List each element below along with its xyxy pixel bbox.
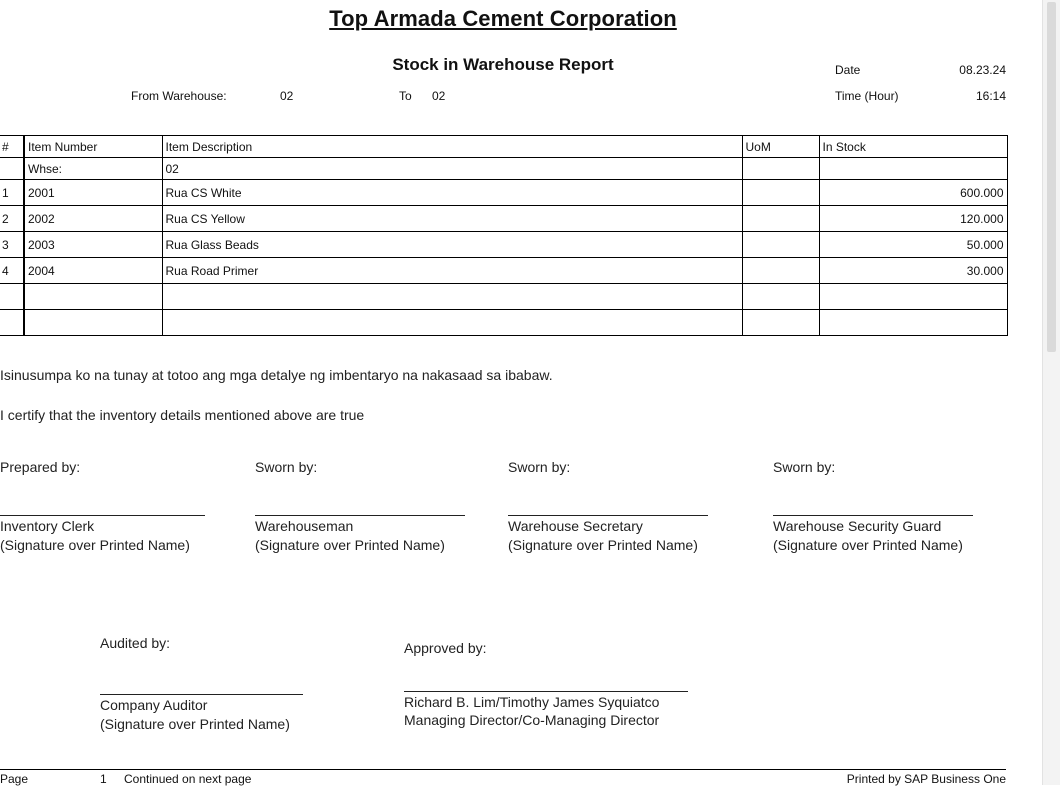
signature-note: (Signature over Printed Name) <box>100 716 290 732</box>
from-warehouse-label: From Warehouse: <box>131 89 227 103</box>
whse-value: 02 <box>162 158 742 180</box>
signature-line <box>100 694 303 695</box>
date-label: Date <box>835 63 861 77</box>
uom-cell <box>742 258 819 284</box>
vertical-scrollbar[interactable] <box>1042 0 1060 785</box>
empty-row <box>0 310 1007 336</box>
time-label: Time (Hour) <box>835 89 899 103</box>
in-stock-cell: 120.000 <box>819 206 1007 232</box>
row-num: 3 <box>0 232 24 258</box>
signature-line <box>773 515 973 516</box>
item-number-cell: 2001 <box>24 180 162 206</box>
date-value: 08.23.24 <box>959 63 1006 77</box>
approver-titles: Managing Director/Co-Managing Director <box>404 712 660 728</box>
to-label: To <box>399 89 412 103</box>
company-name: Top Armada Cement Corporation <box>329 6 677 31</box>
signer-role: Warehouse Security Guard <box>773 518 942 534</box>
table-row <box>0 232 1007 258</box>
from-warehouse-value: 02 <box>280 89 294 103</box>
footer-divider <box>0 769 1006 770</box>
report-title: Stock in Warehouse Report <box>392 55 614 74</box>
signature-line <box>255 515 465 516</box>
sworn-by-heading: Sworn by: <box>255 459 318 475</box>
signature-note: (Signature over Printed Name) <box>255 537 445 553</box>
warehouse-row <box>0 158 1007 180</box>
in-stock-cell: 600.000 <box>819 180 1007 206</box>
continued-note: Continued on next page <box>124 772 252 786</box>
header-item-number: Item Number <box>24 136 162 158</box>
auditor-role: Company Auditor <box>100 697 208 713</box>
item-description-cell: Rua Road Primer <box>162 258 742 284</box>
prepared-by-heading: Prepared by: <box>0 459 81 475</box>
signer-role: Warehouseman <box>255 518 354 534</box>
table-header-row <box>0 136 1007 158</box>
table-row <box>0 258 1007 284</box>
time-value: 16:14 <box>975 89 1006 103</box>
item-number-cell: 2003 <box>24 232 162 258</box>
item-description-cell: Rua CS Yellow <box>162 206 742 232</box>
table-row <box>0 180 1007 206</box>
signature-line <box>508 515 708 516</box>
item-description-cell: Rua CS White <box>162 180 742 206</box>
row-num: 4 <box>0 258 24 284</box>
signature-line <box>404 691 688 692</box>
scrollbar-thumb[interactable] <box>1047 2 1056 352</box>
page-label: Page <box>0 772 29 786</box>
header-item-description: Item Description <box>162 136 742 158</box>
header-in-stock: In Stock <box>819 136 1007 158</box>
printed-by: Printed by SAP Business One <box>846 772 1006 786</box>
signature-line <box>0 515 205 516</box>
empty-row <box>0 284 1007 310</box>
signature-note: (Signature over Printed Name) <box>508 537 698 553</box>
item-number-cell: 2004 <box>24 258 162 284</box>
row-num: 2 <box>0 206 24 232</box>
signature-note: (Signature over Printed Name) <box>773 537 963 553</box>
sworn-by-heading: Sworn by: <box>508 459 571 475</box>
item-description-cell: Rua Glass Beads <box>162 232 742 258</box>
oath-statement-filipino: Isinusumpa ko na tunay at totoo ang mga detalye ng imbentaryo na nakasaad sa ibabaw. <box>0 367 553 383</box>
stock-table <box>0 135 1008 336</box>
uom-cell <box>742 206 819 232</box>
sworn-by-heading: Sworn by: <box>773 459 836 475</box>
certification-statement: I certify that the inventory details mentioned above are true <box>0 407 365 423</box>
signer-role: Inventory Clerk <box>0 518 95 534</box>
to-warehouse-value: 02 <box>432 89 446 103</box>
whse-label: Whse: <box>24 158 162 180</box>
audited-by-heading: Audited by: <box>100 635 171 651</box>
row-num: 1 <box>0 180 24 206</box>
signer-role: Warehouse Secretary <box>508 518 643 534</box>
approver-names: Richard B. Lim/Timothy James Syquiatco <box>404 694 660 710</box>
in-stock-cell: 30.000 <box>819 258 1007 284</box>
header-uom: UoM <box>742 136 819 158</box>
header-num: # <box>0 136 24 158</box>
item-number-cell: 2002 <box>24 206 162 232</box>
table-row <box>0 206 1007 232</box>
signature-note: (Signature over Printed Name) <box>0 537 190 553</box>
uom-cell <box>742 180 819 206</box>
in-stock-cell: 50.000 <box>819 232 1007 258</box>
approved-by-heading: Approved by: <box>404 640 487 656</box>
page-number: 1 <box>100 772 107 786</box>
uom-cell <box>742 232 819 258</box>
